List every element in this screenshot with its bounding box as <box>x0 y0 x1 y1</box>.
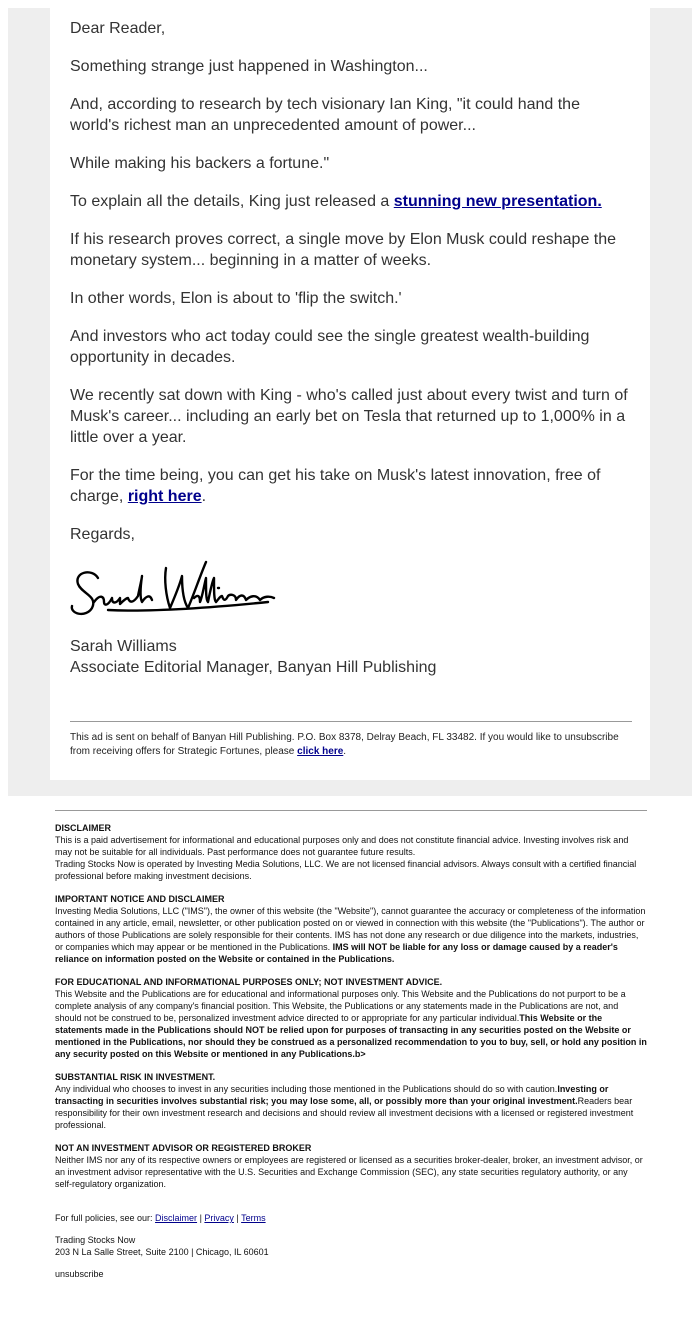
greeting: Dear Reader, <box>70 20 166 37</box>
paragraph-3: While making his backers a fortune." <box>70 155 330 172</box>
email-outer-frame <box>8 8 692 796</box>
educational-bold: This Website or the statements made in the Publications should NOT be relied upon for purposes of transacting in any securities posted on the Website or mentioned in the Publications, nor should they be construed as a personalized recommendation to you to buy, sell, or hold any position in any security posted on this Website or mentioned in any Publications.b> <box>55 1013 647 1059</box>
ad-footer-end: . <box>343 746 347 757</box>
legal-divider <box>55 810 647 811</box>
paragraph-9 <box>70 465 630 507</box>
paragraph-5: If his research proves correct, a single move by Elon Musk could reshape the monetary system... beginning in a matter of weeks. <box>70 231 617 269</box>
paragraph-1: Something strange just happened in Washington... <box>70 58 428 75</box>
company-address <box>55 1234 647 1258</box>
unsubscribe-link[interactable]: unsubscribe <box>55 1269 104 1279</box>
terms-link[interactable]: Terms <box>241 1213 266 1223</box>
educational-text: This Website and the Publications are for educational and informational purposes only. This Website and the Publications do not purport to be a complete analysis of any company's financial position. This Website, the Publications or any statements made in the Publications are not, and should not be construed to be, personalized investment advice directed to or appropriate for any particular individual. <box>55 989 626 1023</box>
paragraph-9-end: . <box>201 488 207 505</box>
educational-section <box>55 976 647 1060</box>
risk-section <box>55 1071 647 1131</box>
divider <box>70 721 632 722</box>
right-here-link[interactable]: right here <box>127 488 202 505</box>
signer-title: Associate Editorial Manager, Banyan Hill Publishing <box>70 659 437 676</box>
paragraph-9-text: For the time being, you can get his take on Musk's latest innovation, free of charge, <box>70 467 601 505</box>
paragraph-6: In other words, Elon is about to 'flip the switch.' <box>70 290 402 307</box>
important-notice-heading: IMPORTANT NOTICE AND DISCLAIMER <box>55 894 225 904</box>
paragraph-2: And, according to research by tech visionary Ian King, "it could hand the world's richest man an unprecedented amount of power... <box>70 96 580 134</box>
policies-label: For full policies, see our: <box>55 1213 156 1223</box>
educational-heading: FOR EDUCATIONAL AND INFORMATIONAL PURPOSES ONLY; NOT INVESTMENT ADVICE. <box>55 977 443 987</box>
important-notice-bold: IMS will NOT be liable for any loss or damage caused by a reader's reliance on information posted on the Website or contained in the Publications. <box>55 942 618 964</box>
disclaimer-section <box>55 822 647 882</box>
advisor-text: Neither IMS nor any of its respective owners or employees are registered or licensed as a securities broker-dealer, broker, an investment advisor, or an investment advisor representative with the U.S. Securities and Exchange Commission (SEC), any state securities regulatory authority, or any self-regulatory organization. <box>55 1155 643 1189</box>
company-name: Trading Stocks Now <box>55 1235 136 1245</box>
signer-block <box>70 636 436 678</box>
important-notice-text: Investing Media Solutions, LLC ("IMS"), the owner of this website (the "Website"), cannot guarantee the accuracy or completeness of the information contained in any article, email, newsletter, or other publication posted on or viewed in connection with this website (the "Publications"). The author or authors of those Publications are solely responsible for their contents. IMS has not done any research or due diligence into the markets, industries, or companies which may appear or be mentioned in the Publications. <box>55 906 646 952</box>
privacy-link[interactable]: Privacy <box>204 1213 234 1223</box>
advisor-heading: NOT AN INVESTMENT ADVISOR OR REGISTERED BROKER <box>55 1143 312 1153</box>
disclaimer-heading: DISCLAIMER <box>55 823 111 833</box>
signer-name: Sarah Williams <box>70 638 177 655</box>
disclaimer-text: This is a paid advertisement for informational and educational purposes only and does not constitute financial advice. Investing involves risk and may not be suitable for all individuals. Past performance does not guarantee future results. <box>55 835 629 857</box>
ad-footer-text: This ad is sent on behalf of Banyan Hill Publishing. P.O. Box 8378, Delray Beach, FL 33482. If you would like to unsubscribe from receiving offers for Strategic Fortunes, please <box>70 732 619 757</box>
unsubscribe-click-here-link[interactable]: click here <box>297 746 344 757</box>
risk-bold: Investing or transacting in securities involves substantial risk; you may lose some, all, or possibly more than your original investment. <box>55 1084 609 1106</box>
disclaimer-text-2: Trading Stocks Now is operated by Investing Media Solutions, LLC. We are not licensed financial advisors. Always consult with a certified financial professional before making investment decisions. <box>55 859 637 881</box>
paragraph-4-text: To explain all the details, King just released a <box>70 193 394 210</box>
paragraph-8: We recently sat down with King - who's called just about every twist and turn of Musk's career... including an early bet on Tesla that returned up to 1,000% in a little over a year. <box>70 387 628 446</box>
risk-text-2: Readers bear responsibility for their own investment research and decisions and should review all investment decisions with a licensed or registered investment professional. <box>55 1096 634 1130</box>
important-notice-section <box>55 893 647 965</box>
policy-links <box>55 1212 647 1224</box>
risk-text: Any individual who chooses to invest in any securities including those mentioned in the Publications should do so with caution. <box>55 1084 558 1094</box>
paragraph-7: And investors who act today could see the single greatest wealth-building opportunity in decades. <box>70 328 590 366</box>
ad-footer <box>70 731 630 759</box>
disclaimer-link[interactable]: Disclaimer <box>155 1213 198 1223</box>
advisor-section <box>55 1142 647 1190</box>
closing: Regards, <box>70 526 135 543</box>
presentation-link[interactable]: stunning new presentation. <box>393 193 602 210</box>
email-body <box>70 18 630 562</box>
link-separator: | <box>197 1213 205 1223</box>
link-separator: | <box>233 1213 242 1223</box>
risk-heading: SUBSTANTIAL RISK IN INVESTMENT. <box>55 1072 216 1082</box>
legal-section <box>55 822 647 1280</box>
email-card <box>50 8 650 780</box>
street-address: 203 N La Salle Street, Suite 2100 | Chicago, IL 60601 <box>55 1247 269 1257</box>
paragraph-4 <box>70 191 630 212</box>
handwritten-signature <box>68 556 278 626</box>
